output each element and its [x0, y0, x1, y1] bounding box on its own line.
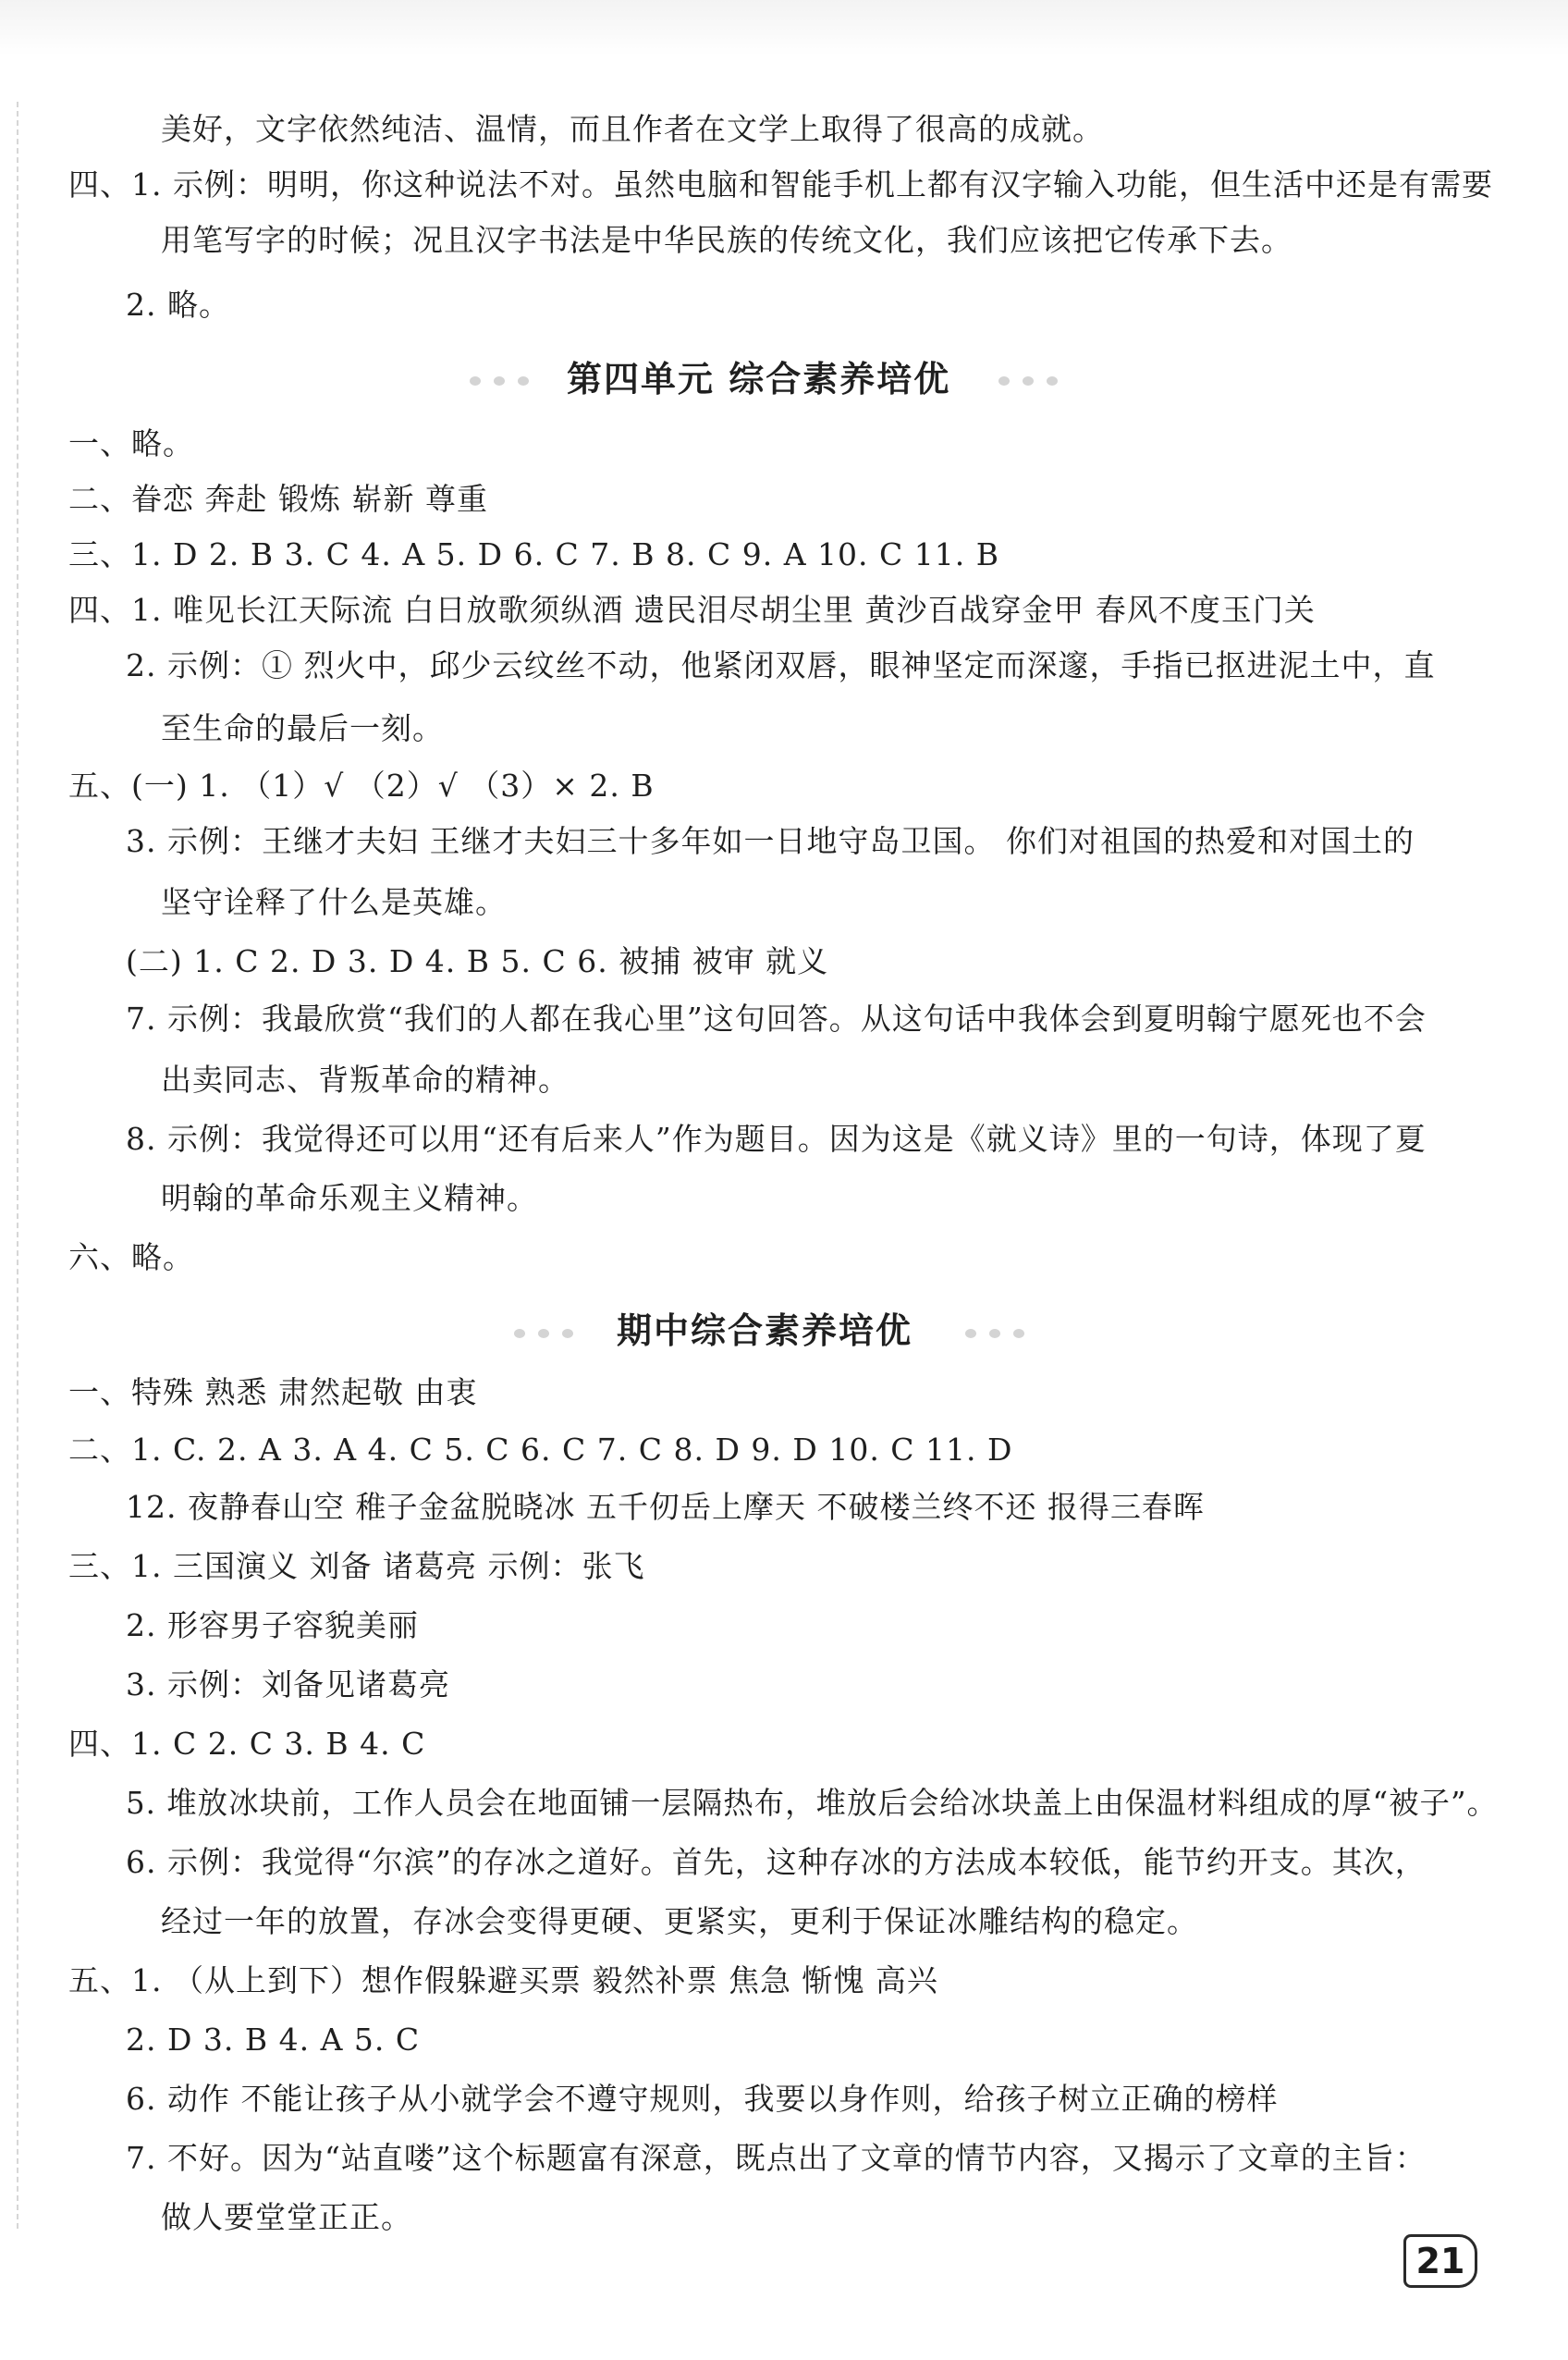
answer-line: (二) 1. C 2. D 3. D 4. B 5. C 6. 被捕 被审 就义: [126, 943, 829, 979]
answer-line: 2. 形容男子容貌美丽: [126, 1607, 419, 1643]
title-ornament-right: [965, 1324, 1024, 1343]
section-title: 期中综合素养培优: [617, 1310, 913, 1351]
answer-line: 8. 示例：我觉得还可以用“还有后来人”作为题目。因为这是《就义诗》里的一句诗，体现了夏: [126, 1121, 1427, 1157]
title-ornament-left: [470, 372, 529, 390]
answer-line: 做人要堂堂正正。: [161, 2199, 412, 2235]
answer-line: 一、略。: [68, 425, 194, 461]
answer-line: 至生命的最后一刻。: [161, 710, 444, 746]
answer-line: 明翰的革命乐观主义精神。: [161, 1180, 538, 1216]
answer-line: 经过一年的放置，存冰会变得更硬、更紧实，更利于保证冰雕结构的稳定。: [161, 1903, 1198, 1939]
answer-line: 用笔写字的时候；况且汉字书法是中华民族的传统文化，我们应该把它传承下去。: [161, 222, 1292, 258]
answer-line: 5. 堆放冰块前，工作人员会在地面铺一层隔热布，堆放后会给冰块盖上由保温材料组成的厚“被子”。: [126, 1785, 1498, 1821]
answer-line: 一、特殊 熟悉 肃然起敬 由衷: [68, 1374, 478, 1410]
answer-line: 二、眷恋 奔赴 锻炼 崭新 尊重: [68, 481, 488, 517]
answer-line: 四、1. 唯见长江天际流 白日放歌须纵酒 遗民泪尽胡尘里 黄沙百战穿金甲 春风不度玉门关: [68, 592, 1316, 628]
title-ornament-right: [998, 372, 1058, 390]
answer-line: 3. 示例：王继才夫妇 王继才夫妇三十多年如一日地守岛卫国。 你们对祖国的热爱和对国土的: [126, 823, 1415, 859]
title-ornament-left: [514, 1324, 573, 1343]
answer-line: 12. 夜静春山空 稚子金盆脱晓冰 五千仞岳上摩天 不破楼兰终不还 报得三春晖: [126, 1489, 1205, 1525]
margin-rule: [17, 102, 18, 2229]
answer-line: 六、略。: [68, 1239, 194, 1275]
answer-line: 7. 示例：我最欣赏“我们的人都在我心里”这句回答。从这句话中我体会到夏明翰宁愿死也不会: [126, 1001, 1427, 1037]
page-number: 21: [1403, 2234, 1477, 2288]
scan-shadow: [0, 0, 1568, 55]
answer-line: 五、(一) 1. （1）√ （2）√ （3）× 2. B: [68, 768, 655, 804]
answer-line: 2. D 3. B 4. A 5. C: [126, 2022, 421, 2058]
answer-line: 四、1. 示例：明明，你这种说法不对。虽然电脑和智能手机上都有汉字输入功能，但生活中还是有需要: [68, 166, 1493, 203]
answer-line: 6. 动作 不能让孩子从小就学会不遵守规则，我要以身作则，给孩子树立正确的榜样: [126, 2081, 1279, 2117]
answer-line: 美好，文字依然纯洁、温情，而且作者在文学上取得了很高的成就。: [161, 111, 1104, 147]
answer-line: 2. 略。: [126, 287, 230, 323]
answer-line: 三、1. D 2. B 3. C 4. A 5. D 6. C 7. B 8. C 9. A 10. C 11. B: [68, 536, 999, 572]
answer-line: 出卖同志、背叛革命的精神。: [161, 1062, 570, 1098]
answer-line: 3. 示例：刘备见诸葛亮: [126, 1666, 450, 1702]
answer-line: 四、1. C 2. C 3. B 4. C: [68, 1726, 426, 1762]
answer-line: 五、1. （从上到下）想作假躲避买票 毅然补票 焦急 惭愧 高兴: [68, 1962, 938, 1998]
answer-line: 三、1. 三国演义 刘备 诸葛亮 示例：张飞: [68, 1548, 645, 1584]
answer-line: 2. 示例：① 烈火中，邱少云纹丝不动，他紧闭双唇，眼神坚定而深邃，手指已抠进泥土中，直: [126, 647, 1436, 683]
answer-line: 坚守诠释了什么是英雄。: [161, 884, 507, 920]
section-title: 第四单元 综合素养培优: [567, 359, 951, 399]
answer-line: 二、1. C. 2. A 3. A 4. C 5. C 6. C 7. C 8. D 9. D 10. C 11. D: [68, 1432, 1013, 1468]
answer-line: 6. 示例：我觉得“尔滨”的存冰之道好。首先，这种存冰的方法成本较低，能节约开支。其次，: [126, 1844, 1427, 1880]
answer-line: 7. 不好。因为“站直喽”这个标题富有深意，既点出了文章的情节内容，又揭示了文章的主旨：: [126, 2140, 1427, 2176]
